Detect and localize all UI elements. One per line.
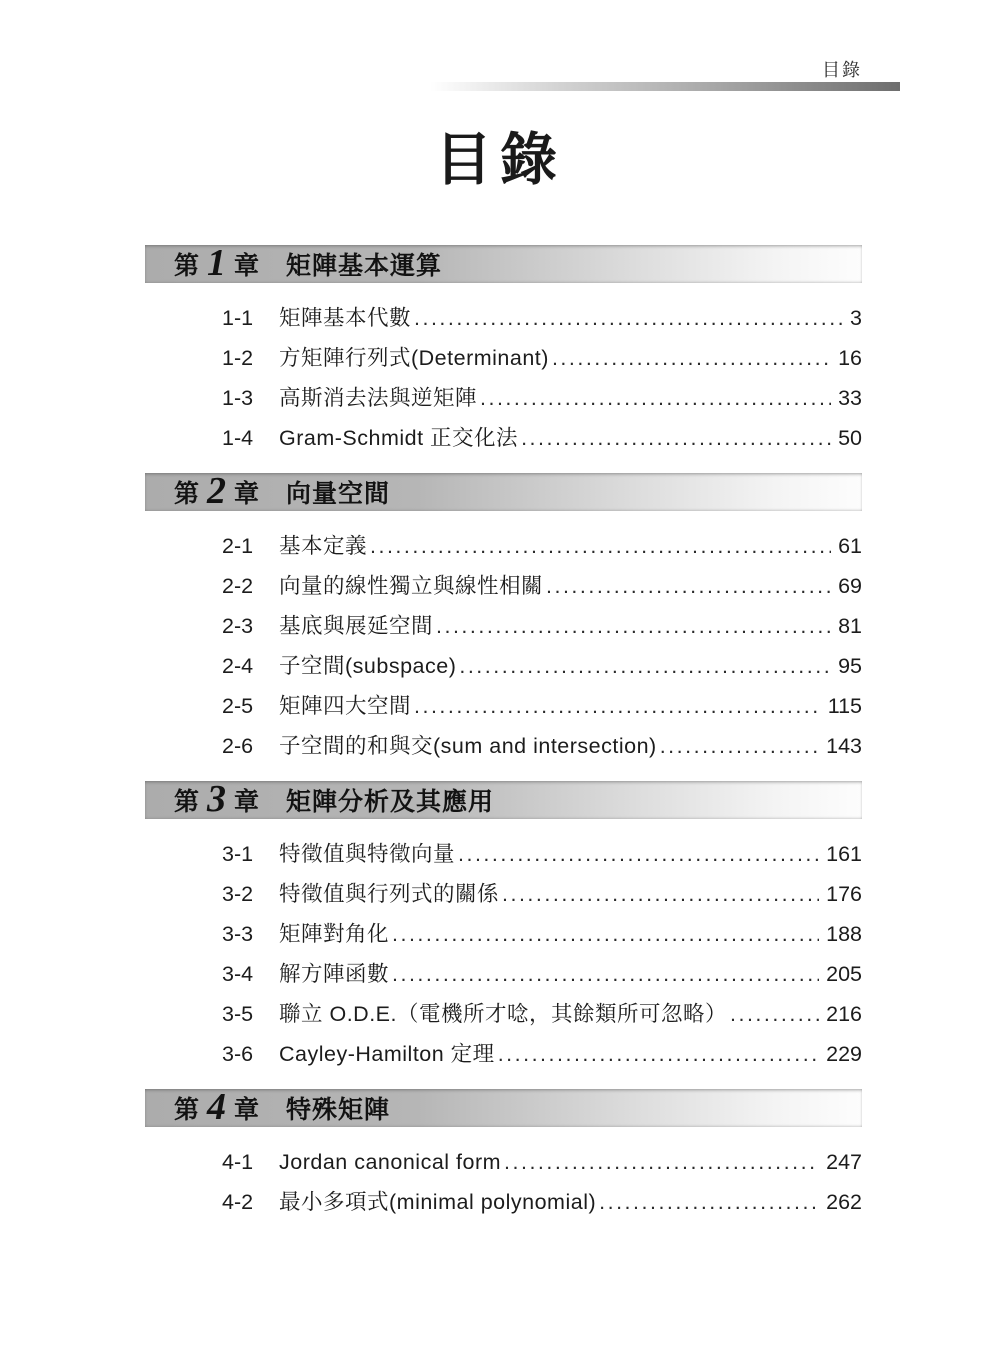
toc-item-page-number: 188 xyxy=(826,922,862,947)
toc-item-dot-leader xyxy=(599,1182,819,1222)
toc-item-page-number: 16 xyxy=(838,346,862,371)
chapter-number-suffix: 章 xyxy=(234,1096,260,1125)
toc-item xyxy=(145,646,862,686)
toc-item-page-number: 61 xyxy=(838,534,862,559)
chapter-title: 特殊矩陣 xyxy=(286,1096,391,1125)
toc-item xyxy=(145,566,862,606)
toc-item-page-number: 205 xyxy=(826,962,862,987)
toc-item-dot-leader xyxy=(660,726,819,766)
toc-item-dot-leader xyxy=(392,954,819,994)
toc-item xyxy=(145,1182,862,1222)
toc-item xyxy=(145,298,862,338)
chapter-section xyxy=(145,777,862,1089)
chapter-number-prefix: 第 xyxy=(174,1096,200,1125)
toc-item-page-number: 33 xyxy=(838,386,862,411)
toc-item-title: 矩陣對角化 xyxy=(279,922,390,947)
toc-item-id: 2-1 xyxy=(222,534,254,559)
page-title: 目錄 xyxy=(435,126,565,193)
chapter-item-list xyxy=(145,283,862,473)
toc-item-dot-leader xyxy=(370,526,831,566)
chapter-number-suffix: 章 xyxy=(234,252,260,281)
toc-item-page-number: 3 xyxy=(850,306,862,331)
toc-item-id: 1-4 xyxy=(222,426,254,451)
toc-item-page-number: 176 xyxy=(826,882,862,907)
toc-item-page-number: 161 xyxy=(826,842,862,867)
chapter-number-suffix: 章 xyxy=(234,480,260,509)
chapter-heading xyxy=(145,777,862,820)
toc-item-page-number: 143 xyxy=(826,734,862,759)
chapter-section xyxy=(145,469,862,781)
chapter-title: 矩陣基本運算 xyxy=(286,252,443,281)
toc-item-dot-leader xyxy=(459,646,831,686)
toc-item-dot-leader xyxy=(414,686,821,726)
toc-item-dot-leader xyxy=(521,418,831,458)
toc-item xyxy=(145,954,862,994)
toc-item-page-number: 247 xyxy=(826,1150,862,1175)
toc-item-dot-leader xyxy=(414,298,843,338)
toc-item-id: 2-5 xyxy=(222,694,254,719)
toc-item-title: 特徵值與特徵向量 xyxy=(279,842,456,867)
chapter-item-list xyxy=(145,1127,862,1237)
toc-item-id: 3-2 xyxy=(222,882,254,907)
header-gradient-rule xyxy=(430,82,900,91)
toc xyxy=(145,241,862,1237)
toc-item-id: 3-3 xyxy=(222,922,254,947)
toc-item-id: 1-1 xyxy=(222,306,254,331)
running-header-label: 目錄 xyxy=(822,60,862,80)
chapter-heading xyxy=(145,469,862,512)
toc-item-page-number: 95 xyxy=(838,654,862,679)
toc-item xyxy=(145,1142,862,1182)
chapter-number-prefix: 第 xyxy=(174,480,200,509)
chapter-item-list xyxy=(145,819,862,1089)
toc-item xyxy=(145,418,862,458)
toc-item-title: 子空間的和與交(sum and intersection) xyxy=(279,734,657,759)
toc-item-title: Jordan canonical form xyxy=(279,1150,502,1175)
toc-item-id: 2-6 xyxy=(222,734,254,759)
toc-item-title: 矩陣基本代數 xyxy=(279,306,412,331)
chapter-heading xyxy=(145,241,862,284)
toc-item-id: 2-4 xyxy=(222,654,254,679)
chapter-number: 4 xyxy=(207,1085,227,1128)
toc-item-dot-leader xyxy=(392,914,819,954)
toc-item xyxy=(145,874,862,914)
toc-item-title: 聯立 O.D.E.（電機所才唸，其餘類所可忽略） xyxy=(279,1002,727,1027)
toc-item xyxy=(145,606,862,646)
toc-item-id: 3-1 xyxy=(222,842,254,867)
toc-item-page-number: 81 xyxy=(838,614,862,639)
toc-item-title: Cayley-Hamilton 定理 xyxy=(279,1042,495,1067)
toc-item-title: 向量的線性獨立與線性相關 xyxy=(279,574,544,599)
chapter-number: 2 xyxy=(207,469,227,512)
toc-item xyxy=(145,378,862,418)
toc-item-page-number: 50 xyxy=(838,426,862,451)
toc-item-dot-leader xyxy=(546,566,831,606)
toc-item-title: 高斯消去法與逆矩陣 xyxy=(279,386,478,411)
chapter-section xyxy=(145,1085,862,1237)
toc-item-title: 基底與展延空間 xyxy=(279,614,434,639)
toc-item-title: Gram-Schmidt 正交化法 xyxy=(279,426,519,451)
toc-item-dot-leader xyxy=(480,378,831,418)
toc-item-id: 3-4 xyxy=(222,962,254,987)
toc-item-id: 4-2 xyxy=(222,1190,254,1215)
chapter-heading xyxy=(145,1085,862,1128)
toc-item-page-number: 229 xyxy=(826,1042,862,1067)
chapter-number-prefix: 第 xyxy=(174,788,200,817)
toc-item-dot-leader xyxy=(502,874,819,914)
toc-item-dot-leader xyxy=(498,1034,819,1074)
chapter-section xyxy=(145,241,862,473)
toc-item-id: 2-2 xyxy=(222,574,254,599)
toc-item-title: 方矩陣行列式(Determinant) xyxy=(279,346,549,371)
chapter-number: 3 xyxy=(207,777,227,820)
toc-item-title: 基本定義 xyxy=(279,534,368,559)
toc-item xyxy=(145,834,862,874)
toc-item xyxy=(145,994,862,1034)
toc-item xyxy=(145,526,862,566)
toc-item-title: 子空間(subspace) xyxy=(279,654,457,679)
chapter-number-suffix: 章 xyxy=(234,788,260,817)
toc-item xyxy=(145,1034,862,1074)
chapter-item-list xyxy=(145,511,862,781)
toc-item-id: 2-3 xyxy=(222,614,254,639)
chapter-number-prefix: 第 xyxy=(174,252,200,281)
toc-item-dot-leader xyxy=(504,1142,819,1182)
toc-item-page-number: 115 xyxy=(827,694,862,719)
toc-item-id: 1-2 xyxy=(222,346,254,371)
toc-item xyxy=(145,726,862,766)
toc-item-title: 矩陣四大空間 xyxy=(279,694,412,719)
toc-item-title: 最小多項式(minimal polynomial) xyxy=(279,1190,597,1215)
toc-item xyxy=(145,914,862,954)
toc-item-title: 特徵值與行列式的關係 xyxy=(279,882,500,907)
toc-item-dot-leader xyxy=(436,606,831,646)
toc-item-page-number: 216 xyxy=(826,1002,862,1027)
chapter-number: 1 xyxy=(207,241,227,284)
toc-item-page-number: 69 xyxy=(838,574,862,599)
toc-item xyxy=(145,686,862,726)
toc-item xyxy=(145,338,862,378)
chapter-title: 向量空間 xyxy=(286,480,391,509)
chapter-title: 矩陣分析及其應用 xyxy=(286,788,495,817)
toc-item-page-number: 262 xyxy=(826,1190,862,1215)
toc-item-id: 3-5 xyxy=(222,1002,254,1027)
toc-item-dot-leader xyxy=(458,834,819,874)
toc-item-dot-leader xyxy=(552,338,831,378)
toc-item-id: 1-3 xyxy=(222,386,254,411)
toc-item-id: 4-1 xyxy=(222,1150,254,1175)
toc-item-title: 解方陣函數 xyxy=(279,962,390,987)
toc-item-id: 3-6 xyxy=(222,1042,254,1067)
toc-item-dot-leader xyxy=(730,994,819,1034)
